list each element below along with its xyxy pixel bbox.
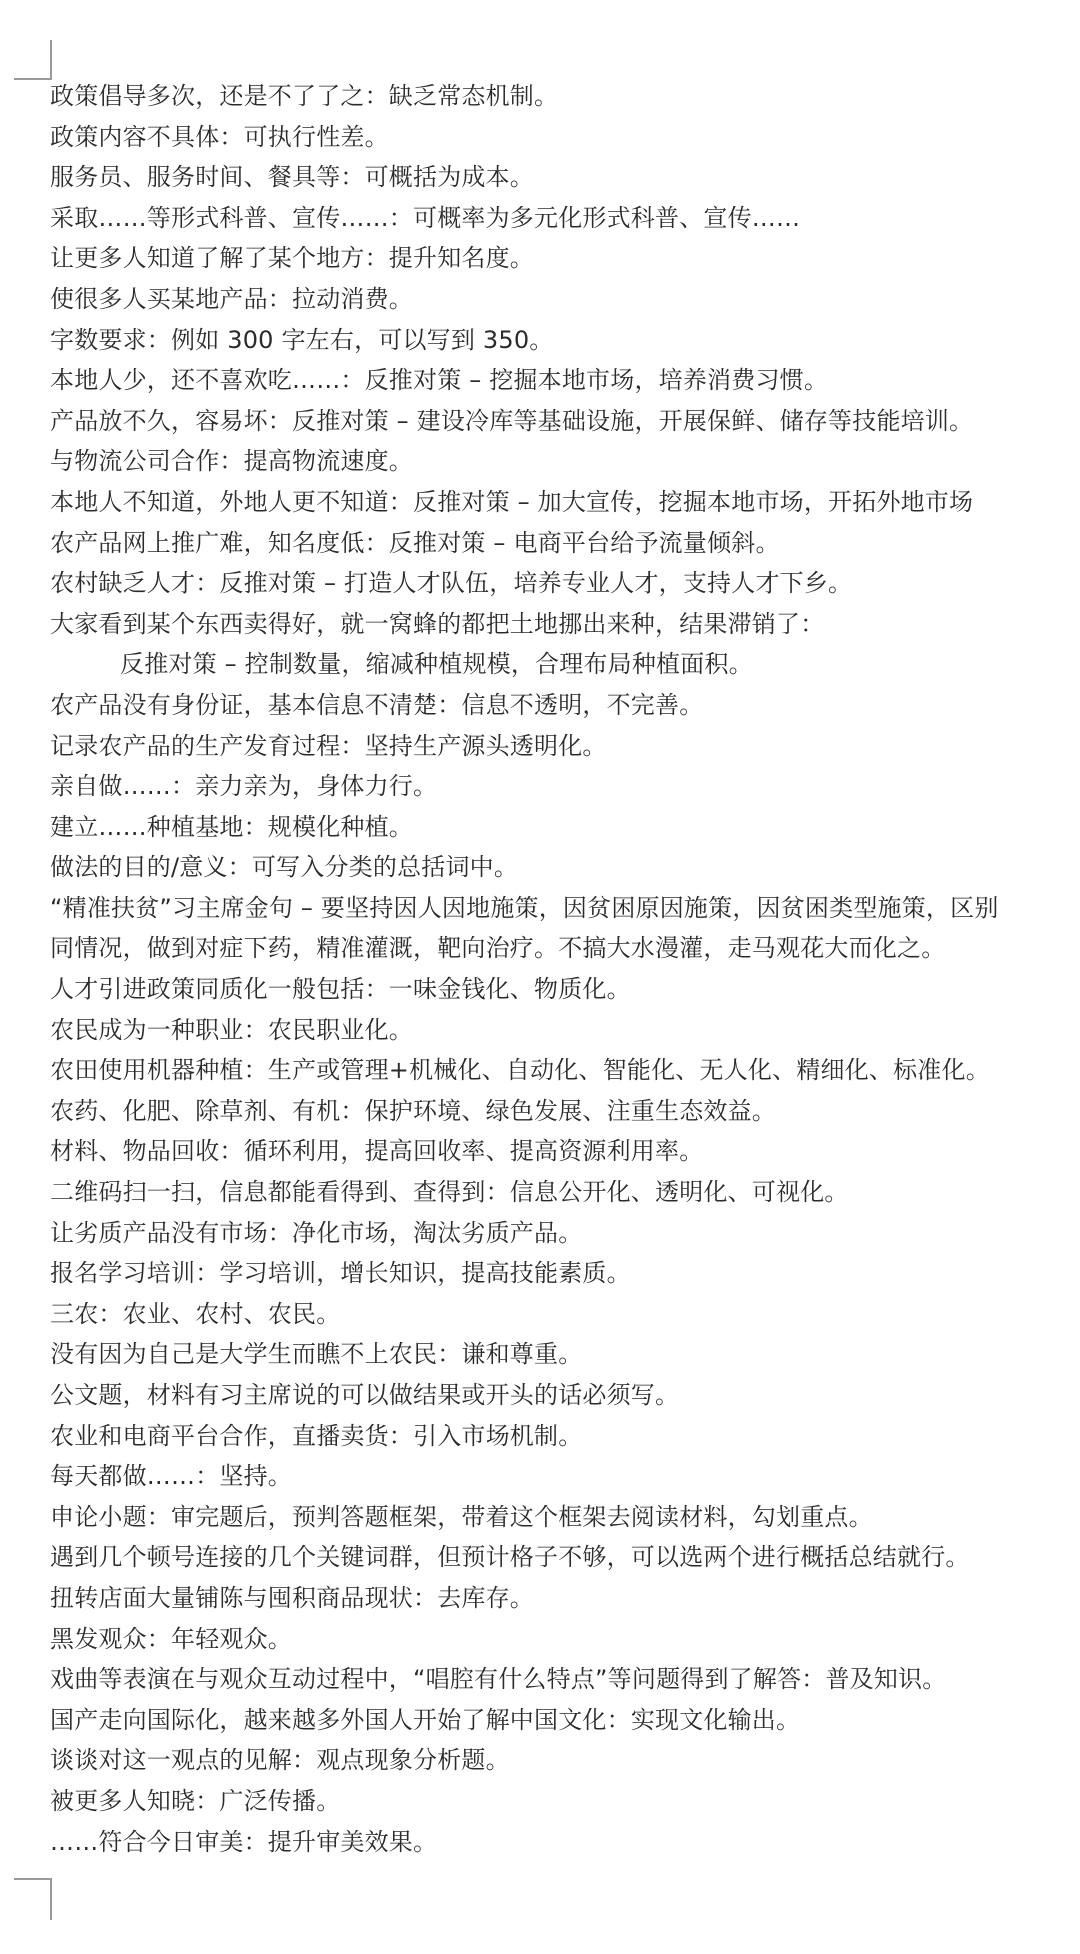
text-line: 使很多人买某地产品：拉动消费。 [50,284,413,313]
text-line: 扭转店面大量铺陈与囤积商品现状：去库存。 [50,1583,534,1612]
text-line: 同情况，做到对症下药，精准灌溉，靶向治疗。不搞大水漫灌，走马观花大而化之。 [50,934,946,963]
text-line: 黑发观众：年轻观众。 [50,1624,292,1653]
text-line: 二维码扫一扫，信息都能看得到、查得到：信息公开化、透明化、可视化。 [50,1178,849,1207]
text-line: 本地人少，还不喜欢吃……：反推对策 – 挖掘本地市场，培养消费习惯。 [50,366,829,395]
text-line: 政策内容不具体：可执行性差。 [50,122,389,151]
text-line: “精准扶贫”习主席金句 – 要坚持因人因地施策，因贫困原因施策，因贫困类型施策，区别 [50,893,999,922]
text-line: 材料、物品回收：循环利用，提高回收率、提高资源利用率。 [50,1137,704,1166]
text-line: 产品放不久，容易坏：反推对策 – 建设冷库等基础设施，开展保鲜、储存等技能培训。 [50,406,974,435]
text-line: 农业和电商平台合作，直播卖货：引入市场机制。 [50,1421,583,1450]
text-line: 国产走向国际化，越来越多外国人开始了解中国文化：实现文化输出。 [50,1705,801,1734]
text-line: 反推对策 – 控制数量，缩减种植规模，合理布局种植面积。 [120,650,753,679]
text-line: 农村缺乏人才：反推对策 – 打造人才队伍，培养专业人才，支持人才下乡。 [50,569,853,598]
text-line: 农药、化肥、除草剂、有机：保护环境、绿色发展、注重生态效益。 [50,1096,776,1125]
text-line: 三农：农业、农村、农民。 [50,1299,341,1328]
text-line: ……符合今日审美：提升审美效果。 [50,1827,438,1856]
text-line: 大家看到某个东西卖得好，就一窝蜂的都把土地挪出来种，结果滞销了： [50,609,825,638]
text-line: 戏曲等表演在与观众互动过程中，“唱腔有什么特点”等问题得到了解答：普及知识。 [50,1665,947,1694]
text-line: 政策倡导多次，还是不了了之：缺乏常态机制。 [50,82,559,110]
text-line: 被更多人知晓：广泛传播。 [50,1786,341,1815]
text-line: 遇到几个顿号连接的几个关键词群，但预计格子不够，可以选两个进行概括总结就行。 [50,1543,970,1572]
text-line: 公文题，材料有习主席说的可以做结果或开头的话必须写。 [50,1381,680,1409]
text-line: 没有因为自己是大学生而瞧不上农民：谦和尊重。 [50,1340,583,1369]
text-line: 每天都做……：坚持。 [50,1462,292,1491]
text-line: 申论小题：审完题后，预判答题框架，带着这个框架去阅读材料，勾划重点。 [50,1502,873,1531]
text-line: 与物流公司合作：提高物流速度。 [50,447,413,476]
text-line: 采取……等形式科普、宣传……：可概率为多元化形式科普、宣传…… [50,203,801,232]
text-line: 谈谈对这一观点的见解：观点现象分析题。 [50,1746,510,1775]
text-line: 字数要求：例如 300 字左右，可以写到 350。 [50,325,554,354]
bottom-crop-mark [14,1878,52,1920]
text-line: 服务员、服务时间、餐具等：可概括为成本。 [50,163,534,192]
text-line: 农田使用机器种植：生产或管理+机械化、自动化、智能化、无人化、精细化、标准化。 [50,1056,990,1085]
text-line: 让劣质产品没有市场：净化市场，淘汰劣质产品。 [50,1218,583,1247]
text-line: 建立……种植基地：规模化种植。 [50,812,413,841]
text-line: 农产品没有身份证，基本信息不清楚：信息不透明，不完善。 [50,690,704,719]
text-line: 让更多人知道了解了某个地方：提升知名度。 [50,244,534,273]
notes-list [50,76,1080,1862]
text-line: 报名学习培训：学习培训，增长知识，提高技能素质。 [50,1259,631,1288]
text-line: 本地人不知道，外地人更不知道：反推对策 – 加大宣传，挖掘本地市场，开拓外地市场 [50,487,974,516]
top-crop-mark [14,40,52,80]
text-line: 农民成为一种职业：农民职业化。 [50,1015,413,1044]
text-line: 农产品网上推广难，知名度低：反推对策 – 电商平台给予流量倾斜。 [50,528,780,557]
text-line: 记录农产品的生产发育过程：坚持生产源头透明化。 [50,731,607,760]
text-line: 亲自做……：亲力亲为，身体力行。 [50,772,438,801]
text-line: 做法的目的/意义：可写入分类的总括词中。 [50,853,519,882]
text-line: 人才引进政策同质化一般包括：一味金钱化、物质化。 [50,975,631,1004]
